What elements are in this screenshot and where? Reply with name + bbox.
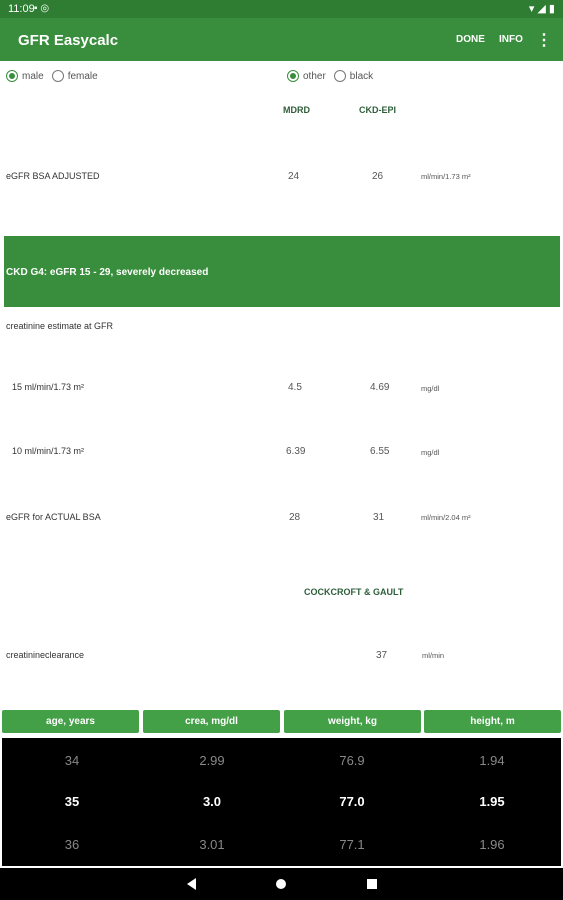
app-title: GFR Easycalc: [18, 32, 119, 49]
egfr-actual-mdrd: 28: [289, 512, 301, 523]
radio-other[interactable]: [287, 70, 299, 82]
creatinine-clearance-unit: ml/min: [422, 651, 445, 660]
age-picker-next[interactable]: 36: [64, 837, 80, 852]
more-options-icon[interactable]: ⋮: [536, 32, 552, 49]
crea-row-15-ckdepi: 4.69: [370, 382, 390, 393]
crea-row-10-ckdepi: 6.55: [370, 446, 390, 457]
weight-picker-next[interactable]: 77.1: [339, 837, 365, 852]
crea-row-10-label: 10 ml/min/1.73 m²: [12, 446, 85, 456]
signal-battery-icons: ▾ ◢ ▮: [528, 3, 555, 15]
crea-picker-prev[interactable]: 2.99: [199, 753, 225, 768]
status-bar: [0, 0, 563, 18]
sex-radio-group: [6, 70, 98, 82]
notification-icons: ▪ ◎: [34, 3, 50, 14]
creatinine-clearance-value: 37: [376, 650, 388, 661]
height-picker-current[interactable]: 1.95: [479, 794, 505, 809]
height-picker-prev[interactable]: 1.94: [479, 753, 505, 768]
radio-female-label: female: [67, 70, 98, 82]
height-picker-next[interactable]: 1.96: [479, 837, 505, 852]
ckd-stage-banner: [4, 236, 560, 307]
creatinine-clearance-label: creatinineclearance: [6, 650, 85, 660]
radio-male[interactable]: [6, 70, 18, 82]
crea-column-button[interactable]: crea, mg/dl: [143, 710, 280, 733]
radio-male-label: male: [22, 70, 44, 82]
column-header-ckdepi: CKD-EPI: [359, 105, 397, 115]
info-button[interactable]: INFO: [499, 34, 523, 45]
age-picker-current[interactable]: 35: [64, 794, 80, 809]
radio-black-label: black: [349, 70, 374, 82]
egfr-actual-label: eGFR for ACTUAL BSA: [6, 512, 101, 522]
crea-picker-current[interactable]: 3.0: [202, 794, 222, 809]
done-button[interactable]: DONE: [456, 34, 485, 45]
egfr-bsa-ckdepi: 26: [372, 171, 384, 182]
column-header-mdrd: MDRD: [283, 105, 310, 115]
age-picker-prev[interactable]: 34: [64, 753, 80, 768]
status-time: 11:09: [8, 3, 35, 15]
system-nav-bar: [0, 868, 563, 900]
height-column-button[interactable]: height, m: [424, 710, 561, 733]
crea-row-10-mdrd: 6.39: [286, 446, 306, 457]
weight-picker-current[interactable]: 77.0: [339, 794, 365, 809]
crea-row-10-unit: mg/dl: [421, 448, 440, 457]
crea-row-15-label: 15 ml/min/1.73 m²: [12, 382, 85, 392]
egfr-bsa-mdrd: 24: [288, 171, 300, 182]
egfr-bsa-label: eGFR BSA ADJUSTED: [6, 171, 100, 181]
egfr-actual-ckdepi: 31: [373, 512, 385, 523]
crea-estimate-title: creatinine estimate at GFR: [6, 321, 114, 331]
crea-row-15-unit: mg/dl: [421, 384, 440, 393]
radio-black[interactable]: [334, 70, 346, 82]
crea-row-15-mdrd: 4.5: [288, 382, 302, 393]
weight-column-button[interactable]: weight, kg: [284, 710, 421, 733]
egfr-actual-unit: ml/min/2.04 m²: [421, 513, 471, 522]
ckd-stage-text: CKD G4: eGFR 15 - 29, severely decreased: [6, 267, 209, 278]
weight-picker-prev[interactable]: 76.9: [339, 753, 365, 768]
recent-apps-icon[interactable]: [367, 879, 377, 889]
age-column-button[interactable]: age, years: [2, 710, 139, 733]
back-icon[interactable]: [187, 878, 196, 890]
crea-picker-next[interactable]: 3.01: [199, 837, 225, 852]
cockcroft-header: COCKCROFT & GAULT: [304, 587, 404, 597]
egfr-bsa-unit: ml/min/1.73 m²: [421, 172, 471, 181]
home-icon[interactable]: [276, 879, 286, 889]
app-bar: [0, 18, 563, 61]
radio-female[interactable]: [52, 70, 64, 82]
race-radio-group: [287, 70, 373, 82]
number-picker-panel[interactable]: [2, 738, 561, 866]
radio-other-label: other: [303, 70, 326, 82]
